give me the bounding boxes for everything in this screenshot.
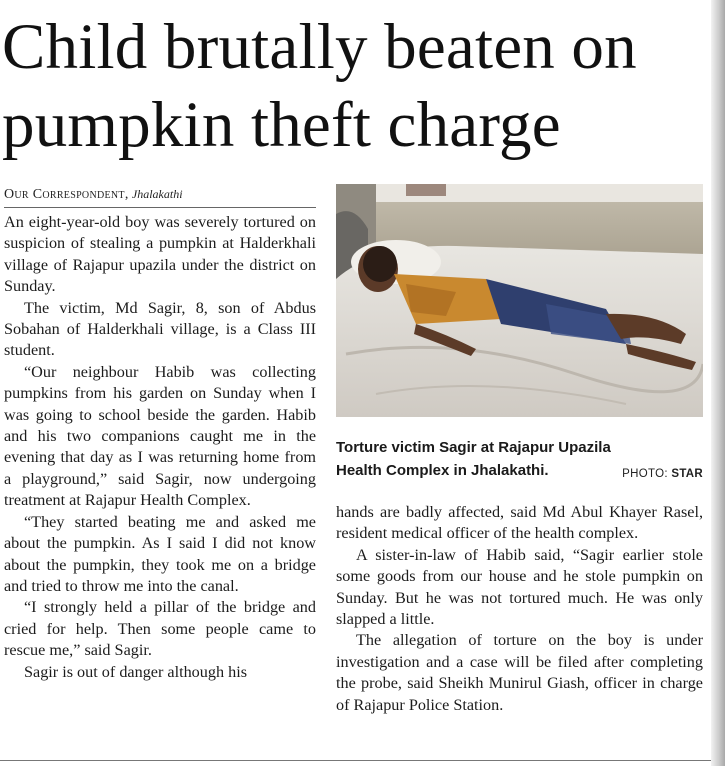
page-edge-shadow [711,0,725,766]
byline-correspondent: Our Correspondent, [4,187,129,202]
bottom-rule [0,760,725,761]
credit-name: STAR [671,468,703,480]
photo-illustration [336,184,703,417]
paragraph: The allegation of torture on the boy is under investigation and a case will be filed after completing the probe, said Sheikh Munirul Giash, officer in charge of Rajapur Police Station. [336,631,703,714]
article-headline [2,8,720,164]
byline [4,186,316,208]
article-left-column [4,212,316,683]
caption-line-2: Health Complex in Jhalakathi. [336,462,549,479]
credit-prefix: PHOTO: [622,468,668,480]
paragraph: hands are badly affected, said Md Abul Khayer Rasel, resident medical officer of the health complex. [336,503,703,543]
paragraph: “I strongly held a pillar of the bridge and cried for help. Then some people came to rescue me,” said Sagir. [4,598,316,660]
headline-line-2: pumpkin theft charge [2,89,561,161]
byline-place: Jhalakathi [131,187,183,201]
paragraph: Sagir is out of danger although his [24,662,247,681]
headline-line-1: Child brutally beaten on [2,11,637,83]
paragraph: The victim, Md Sagir, 8, son of Abdus Sobahan of Halderkhali village, is a Class III student. [4,298,316,360]
article-right-column [336,502,703,716]
paragraph: “They started beating me and asked me about the pumpkin. As I said I did not know about the pumpkin, they took me on a bridge and tried to throw me into the canal. [4,512,316,595]
photo-credit [622,468,703,480]
paragraph: “Our neighbour Habib was collecting pumpkins from his garden on Sunday when I was going to school beside the garden. Habib and his two companions caught me in the evening that day as I was returning home from a playground,” said Sagir, now undergoing treatment at Rajapur Health Complex. [4,362,316,510]
article-photo [336,184,703,417]
paragraph: A sister-in-law of Habib said, “Sagir earlier stole some goods from our house and he stole pumpkin on Sunday. But he was not tortured much. He was only slapped a little. [336,545,703,629]
caption-line-1: Torture victim Sagir at Rajapur Upazila [336,439,611,456]
paragraph: An eight-year-old boy was severely tortured on suspicion of stealing a pumpkin at Halderkhali village of Rajapur upazila under the district on Sunday. [4,213,316,296]
